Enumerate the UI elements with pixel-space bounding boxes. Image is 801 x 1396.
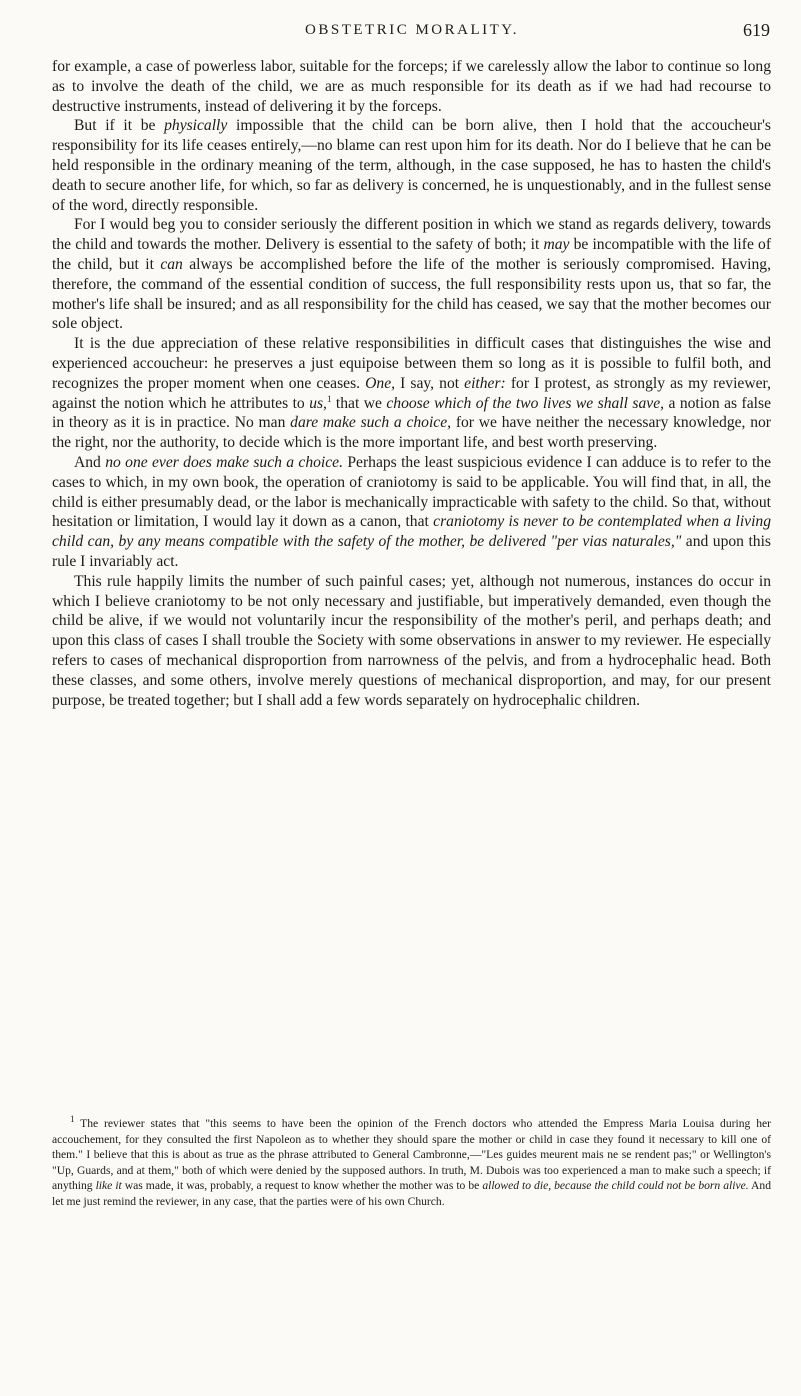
text-run: But if it be: [74, 117, 165, 135]
text-run: that we: [331, 394, 387, 412]
paragraph: [52, 116, 771, 215]
italic-text: choose which of the two lives we shall save,: [386, 394, 665, 412]
italic-text: craniotomy is never to be contemplated when a living child can, by any means compatible with the safety of the mother, be delivered "per vias naturales,": [52, 513, 771, 551]
italic-text: no one ever does make such a choice.: [105, 453, 344, 471]
italic-text: like it: [95, 1179, 122, 1193]
text-run: And let me just remind the reviewer, in any case, that the parties were of his own Church.: [52, 1179, 771, 1208]
text-run: impossible that the child can be born alive, then I hold that the accoucheur's responsibility for its life ceases entirely,—no blame can rest upon him for its death. Nor do I believe that he can be held responsible in the ordinary meaning of the term, although, in the case supposed, he has to hasten the child's death to secure another life, for which, so far as delivery is concerned, he is unquestionably, and in the fullest sense of the word, directly responsible.: [52, 117, 771, 214]
italic-text: may: [543, 236, 570, 254]
text-run: and upon this rule I invariably act.: [52, 533, 771, 570]
text-run: It is the due appreciation of these relative responsibilities in difficult cases that distinguishes the wise and experienced accoucheur: he preserves a just equipoise between them so long as it is possible to fulfil both, and recognizes the proper moment when one ceases.: [52, 335, 771, 392]
footnote: [52, 1116, 771, 1210]
footnote-marker: 1: [70, 1114, 75, 1125]
italic-text: One,: [365, 374, 396, 392]
text-run: a notion as false in theory as it is in practice. No man: [52, 394, 771, 432]
running-head: [54, 20, 770, 50]
text-run: for I protest, as strongly as my reviewer, against the notion which he attributes to: [52, 374, 771, 412]
paragraph: [52, 334, 771, 453]
page-number: 619: [743, 20, 770, 40]
text-run: for example, a case of powerless labor, suitable for the forceps; if we carelessly allow the labor to continue so long as to involve the death of the child, we are as much responsible for its death as if we had had recourse to destructive instruments, instead of delivering it by the forceps.: [52, 58, 771, 115]
paragraph: [52, 453, 771, 572]
running-title: OBSTETRIC MORALITY.: [305, 22, 519, 38]
text-run: The reviewer states that "this seems to have been the opinion of the French doctors who attended the Empress Maria Louisa during her accouchement, for they consulted the first Napoleon as to whether they should spare the mother or child in case they found it necessary to kill one of them." I believe that this is about as true as the phrase attributed to General Cambronne,—"Les guides meurent mais ne se rendent pas;" or Wellington's "Up, Guards, and at them," both of which were denied by the supposed authors. In truth, M. Dubois was too experienced a man to make such a speech; if anything: [52, 1117, 771, 1193]
text-run: Perhaps the least suspicious evidence I can adduce is to refer to the cases to which, in my own book, the operation of craniotomy is said to be applicable. You will find that, in all, the child is either presumably dead, or the labor is mechanically impracticable with safety to the child. So that, without hesitation or limitation, I would lay it down as a canon, that: [52, 453, 771, 531]
text-run: I say, not: [395, 374, 465, 392]
text-run: And: [74, 453, 106, 471]
body-text: [52, 57, 771, 710]
italic-text: us,: [309, 394, 327, 412]
italic-text: can: [160, 255, 183, 273]
italic-text: physically: [164, 117, 228, 135]
text-run: was made, it was, probably, a request to know whether the mother was to be: [121, 1179, 483, 1193]
text-run: For I would beg you to consider seriously the different position in which we stand as regards delivery, towards the child and towards the mother. Delivery is essential to the safety of both; it: [52, 216, 771, 254]
italic-text: allowed to die, because the child could not be born alive.: [482, 1179, 749, 1193]
italic-text: dare make such a choice,: [290, 414, 452, 432]
footnote-marker: 1: [326, 393, 332, 404]
paragraph: [52, 57, 771, 116]
text-run: This rule happily limits the number of such painful cases; yet, although not numerous, instances do occur in which I believe craniotomy to be not only necessary and justifiable, but imperatively demanded, even though the child be alive, if we would not voluntarily incur the responsibility of the mother's peril, and perhaps death; and upon this class of cases I shall trouble the Society with some observations in answer to my reviewer. He especially refers to cases of mechanical disproportion from narrowness of the pelvis, and from a hydrocephalic head. Both these classes, and some others, involve merely questions of mechanical disproportion, and may, for our present purpose, be treated together; but I shall add a few words separately on hydrocephalic children.: [52, 572, 771, 709]
text-run: always be accomplished before the life of the mother is seriously compromised. Having, therefore, the command of the essential condition of success, the full responsibility rests upon us, that so far, the mother's life shall be insured; and as all responsibility for the child has ceased, we say that the mother becomes our sole object.: [52, 255, 771, 333]
italic-text: either:: [464, 374, 506, 392]
footnotes: [52, 1116, 771, 1210]
paragraph: [52, 215, 771, 334]
paragraph: [52, 572, 771, 711]
text-run: for we have neither the necessary knowledge, nor the right, nor the authority, to decide which is the more important life, and best worth preserving.: [52, 414, 771, 452]
text-run: be incompatible with the life of the child, but it: [52, 236, 772, 273]
